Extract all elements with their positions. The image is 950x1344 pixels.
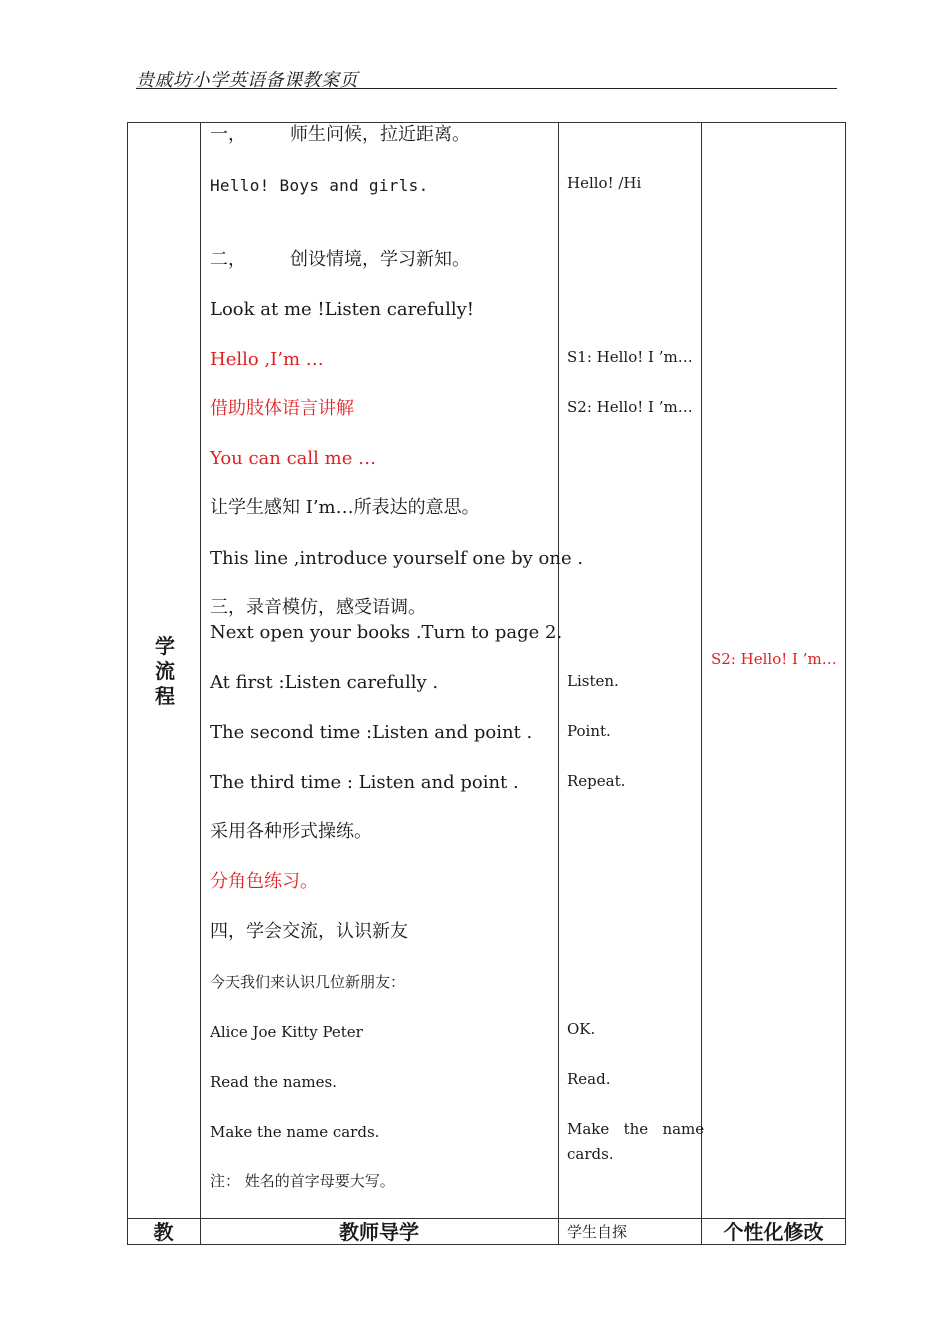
- process-label-char: 流: [155, 659, 175, 683]
- column-divider: [558, 122, 559, 1245]
- header-divider: [136, 88, 837, 89]
- column-divider: [701, 122, 702, 1245]
- footer-label-teacher-guide: 教师导学: [339, 1220, 419, 1244]
- teacher-line: The second time :Listen and point .: [210, 722, 533, 743]
- teacher-line-highlight: 借助肢体语言讲解: [210, 398, 354, 419]
- teacher-line: Next open your books .Turn to page 2.: [210, 622, 563, 643]
- teacher-line-highlight: You can call me …: [210, 448, 377, 469]
- student-response: Make the name: [567, 1120, 705, 1138]
- student-response: cards.: [567, 1145, 614, 1163]
- teacher-line: Look at me !Listen carefully!: [210, 299, 475, 320]
- section-1-heading: 一， 师生问候，拉近距离。: [210, 124, 470, 145]
- teacher-line: This line ,introduce yourself one by one .: [210, 548, 584, 569]
- process-label-char: 学: [155, 634, 175, 658]
- teacher-line: 今天我们来认识几位新朋友：: [210, 973, 406, 991]
- teacher-line: At first :Listen carefully .: [210, 672, 439, 693]
- student-response: Read.: [567, 1070, 611, 1088]
- teacher-line-highlight: 分角色练习。: [210, 871, 318, 892]
- teacher-line: Hello! Boys and girls.: [210, 176, 429, 195]
- modification-note: S2: Hello! I ’m…: [711, 650, 837, 668]
- student-response: S1: Hello! I ’m…: [567, 348, 693, 366]
- page-header-title: 贵戚坊小学英语备课教案页: [136, 70, 358, 91]
- footer-label-modification: 个性化修改: [723, 1220, 824, 1244]
- section-4-heading: 四，学会交流，认识新友: [210, 921, 408, 942]
- teacher-line: 采用各种形式操练。: [210, 821, 372, 842]
- footer-label-student-explore: 学生自探: [567, 1223, 628, 1241]
- teacher-line: Alice Joe Kitty Peter: [210, 1023, 363, 1041]
- teacher-line: 让学生感知 I’m…所表达的意思。: [210, 497, 480, 518]
- column-divider: [200, 122, 201, 1245]
- teacher-line: The third time : Listen and point .: [210, 772, 519, 793]
- teacher-line: Make the name cards.: [210, 1123, 380, 1141]
- teacher-note: 注： 姓名的首字母要大写。: [210, 1172, 395, 1190]
- student-response: Point.: [567, 722, 611, 740]
- footer-row-divider: [127, 1218, 846, 1219]
- process-label-char: 程: [155, 684, 175, 708]
- student-response: S2: Hello! I ’m…: [567, 398, 693, 416]
- footer-label-teach: 教: [153, 1220, 174, 1244]
- student-response: Repeat.: [567, 772, 626, 790]
- teacher-line-highlight: Hello ,I’m …: [210, 349, 324, 370]
- process-label: [150, 634, 180, 709]
- section-2-heading: 二， 创设情境，学习新知。: [210, 249, 470, 270]
- teacher-line: Read the names.: [210, 1073, 337, 1091]
- student-response: Hello! /Hi: [567, 174, 642, 192]
- student-response: Listen.: [567, 672, 619, 690]
- section-3-heading: 三，录音模仿，感受语调。: [210, 597, 426, 618]
- student-response: OK.: [567, 1020, 596, 1038]
